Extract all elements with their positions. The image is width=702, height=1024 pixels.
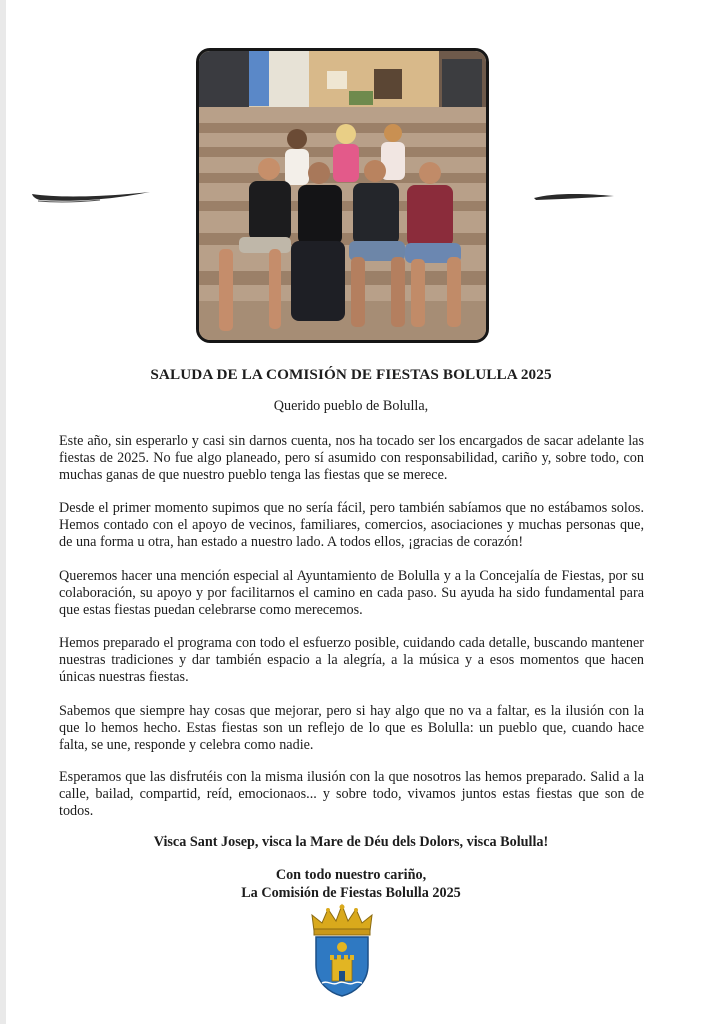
brush-stroke-left-icon [30,188,152,206]
body-paragraph: Sabemos que siempre hay cosas que mejorar, pero si hay algo que no va a faltar, es la ilusión con la que lo hemos hecho. Estas fiestas son un reflejo de lo que es Bolulla: un pueblo que, cuando hace falta, se une, responde y celebra como nadie. [59,703,644,754]
body-paragraph: Hemos preparado el programa con todo el esfuerzo posible, cuidando cada detalle, buscando mantener nuestras tradiciones y dar también espacio a la alegría, a la música y a esos momentos que hacen únicas nuestras fiestas. [59,635,644,686]
signature-line-2: La Comisión de Fiestas Bolulla 2025 [241,885,461,901]
body-paragraph: Desde el primer momento supimos que no sería fácil, pero también sabíamos que no estábamos solos. Hemos contado con el apoyo de vecinos, familiares, comercios, asociaciones y muchas personas que, de una forma u otra, han estado a nuestro lado. A todos ellos, ¡gracias de corazón! [59,500,644,551]
group-photo-illustration [199,51,486,340]
greeting: Querido pueblo de Bolulla, [273,398,429,414]
signature-block [60,866,642,902]
body-paragraph: Esperamos que las disfrutéis con la misma ilusión con la que nosotros las hemos preparado. Salid a la calle, bailad, compartid, reíd, emocionaos... y sobre todo, vivamos juntos estas fiestas que son de todos. [59,769,644,820]
page-edge-shadow [0,0,6,1024]
signature-line-1: Con todo nuestro cariño, [275,867,427,883]
body-paragraph: Este año, sin esperarlo y casi sin darnos cuenta, nos ha tocado ser los encargados de sacar adelante las fiestas de 2025. No fue algo planeado, pero sí asumido con responsabilidad, cariño y, sobre todo, con muchas ganas de que nuestro pueblo tenga las fiestas que se merece. [59,433,644,484]
brush-stroke-right-icon [532,188,616,204]
document-title: SALUDA DE LA COMISIÓN DE FIESTAS BOLULLA 2025 [150,366,552,383]
group-photo [196,48,489,343]
bolulla-coat-of-arms-icon [306,903,378,997]
body-paragraph: Queremos hacer una mención especial al Ayuntamiento de Bolulla y a la Concejalía de Fiestas, por su colaboración, su apoyo y por facilitarnos el camino en cada paso. Su ayuda ha sido fundamental para que estas fiestas puedan celebrarse como merecemos. [59,568,644,619]
closing-cheer: Visca Sant Josep, visca la Mare de Déu dels Dolors, visca Bolulla! [153,834,549,850]
